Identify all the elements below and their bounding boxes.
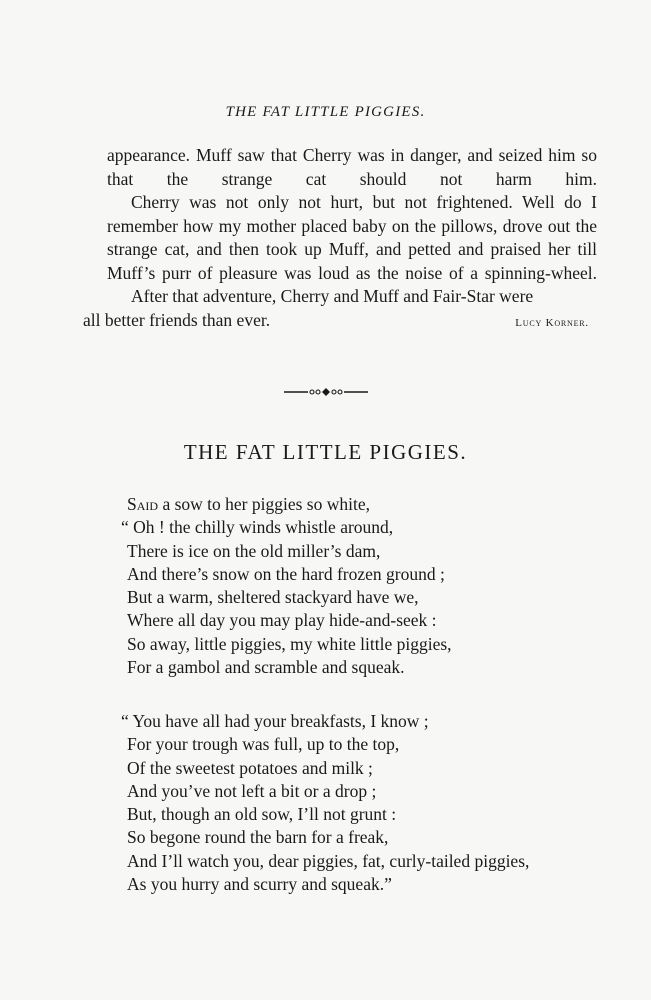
prose-paragraph-2: Cherry was not only not hurt, but not frightened. Well do I remember how my mother placed baby on the pillows, drove out the strange cat, and then took up Muff, and petted and praised her till Muff’s purr of pleasure was loud as the noise of a spinning-wheel. — [107, 192, 597, 283]
poem-line: “ Oh ! the chilly winds whistle around, — [121, 517, 394, 538]
poem-line: For a gambol and scramble and squeak. — [127, 657, 405, 678]
poem-line-rest: a sow to her piggies so white, — [158, 494, 370, 514]
author-signature: Lucy Korner. — [515, 316, 589, 329]
poem-line: But a warm, sheltered stackyard have we, — [127, 587, 419, 608]
section-ornament — [0, 385, 651, 399]
poem-line: As you hurry and scurry and squeak.” — [127, 874, 392, 895]
poem-line: So begone round the barn for a freak, — [127, 827, 389, 848]
poem-title: THE FAT LITTLE PIGGIES. — [183, 440, 468, 464]
prose-section — [83, 144, 597, 335]
poem-line: For your trough was full, up to the top, — [127, 734, 400, 755]
poem-stanza-1 — [121, 493, 607, 679]
prose-paragraph-3-line-2: all better friends than ever. — [83, 309, 271, 330]
prose-paragraph-3-line-1: After that adventure, Cherry and Muff and Fair-Star were — [131, 286, 534, 306]
poem-line: “ You have all had your breakfasts, I know ; — [121, 711, 429, 731]
running-head: THE FAT LITTLE PIGGIES. — [225, 104, 426, 120]
prose-paragraph-1: appearance. Muff saw that Cherry was in danger, and seized him so that the strange cat should not harm him. — [107, 145, 597, 189]
poem-line: Where all day you may play hide-and-seek : — [127, 610, 437, 631]
poem-line: So away, little piggies, my white little piggies, — [127, 633, 452, 654]
poem-line: But, though an old sow, I’ll not grunt : — [127, 804, 397, 825]
poem-line: Of the sweetest potatoes and milk ; — [127, 757, 373, 778]
poem-stanza-2 — [121, 710, 607, 896]
poem-line — [127, 493, 607, 516]
poem-line: There is ice on the old miller’s dam, — [127, 540, 381, 561]
prose-closing-line — [83, 309, 597, 336]
prose-paragraph-3 — [83, 285, 597, 335]
poem-line: And I’ll watch you, dear piggies, fat, curly-tailed piggies, — [127, 850, 530, 871]
ornament-divider-icon — [284, 385, 368, 399]
poem-line: And you’ve not left a bit or a drop ; — [127, 780, 377, 801]
poem-drop-word: Said — [127, 494, 159, 514]
poem-line: And there’s snow on the hard frozen ground ; — [127, 563, 445, 584]
